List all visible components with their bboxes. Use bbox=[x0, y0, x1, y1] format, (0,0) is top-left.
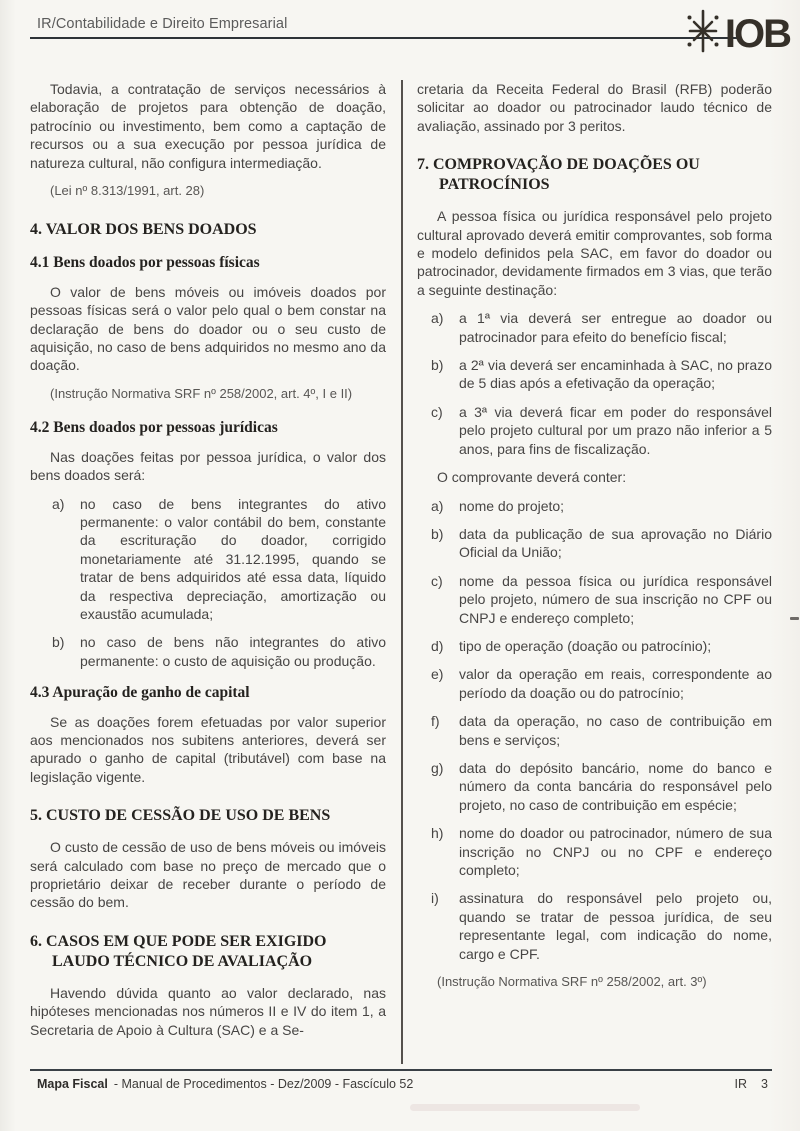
citation-in-258-art4: (Instrução Normativa SRF nº 258/2002, art. 4º, I e II) bbox=[50, 385, 353, 401]
list-item-marker: d) bbox=[431, 637, 444, 654]
document-body bbox=[30, 80, 772, 1064]
paragraph-6-continued: cretaria da Receita Federal do Brasil (RFB) poderão solicitar ao doador ou patrocinador laudo técnico de avaliação, assinado por 3 peritos. bbox=[417, 81, 772, 134]
list-item bbox=[417, 824, 772, 879]
paragraph-7: A pessoa física ou jurídica responsável pelo projeto cultural aprovado deverá emitir comprovantes, sob forma e modelo definidos pela SAC, em favor do doador ou patrocinador, devidamente firmados em 3 vias, que terão a seguinte destinação: bbox=[417, 208, 772, 298]
header-section-title: IR/Contabilidade e Direito Empresarial bbox=[37, 16, 288, 32]
column-divider bbox=[401, 80, 403, 1064]
citation-lei-8313: (Lei nº 8.313/1991, art. 28) bbox=[50, 183, 205, 199]
footer-publication: Mapa Fiscal bbox=[37, 1077, 108, 1091]
list-comprovante bbox=[417, 497, 772, 964]
list-item bbox=[417, 356, 772, 393]
paragraph-5: O custo de cessão de uso de bens móveis ou imóveis será calculado com base no preço de mercado que o proprietário deixar de receber durante o período de cessão do bem. bbox=[30, 839, 386, 911]
header-rule bbox=[30, 37, 737, 39]
brand-logo-text: IOB bbox=[724, 11, 790, 56]
footer-page-number: 3 bbox=[761, 1077, 768, 1091]
list-item-text: a 2ª via deverá ser encaminhada à SAC, no prazo de 5 dias após a efetivação da operação; bbox=[459, 357, 772, 392]
list-item-marker: a) bbox=[52, 495, 65, 512]
list-item bbox=[417, 309, 772, 346]
footer-rule bbox=[30, 1069, 772, 1071]
list-item-text: tipo de operação (doação ou patrocínio); bbox=[459, 637, 712, 654]
citation-in-258-art3: (Instrução Normativa SRF nº 258/2002, art. 3º) bbox=[437, 974, 707, 990]
iob-star-icon bbox=[684, 8, 722, 59]
list-item-marker: i) bbox=[431, 890, 439, 907]
list-item-text: data do depósito bancário, nome do banco e número da conta bancária do responsável pelo projeto, no caso de contribuição em espécie; bbox=[459, 759, 772, 813]
footer-right bbox=[721, 1077, 768, 1091]
list-item-text: no caso de bens não integrantes do ativo permanente: o custo de aquisição ou produção. bbox=[80, 634, 386, 669]
list-item-text: nome do doador ou patrocinador, número de sua inscrição no CNPJ ou no CPF e endereço completo; bbox=[459, 825, 772, 878]
footer bbox=[37, 1077, 768, 1091]
list-item bbox=[417, 665, 772, 702]
list-item bbox=[417, 497, 772, 515]
list-item bbox=[417, 525, 772, 562]
list-item bbox=[30, 495, 386, 624]
list-item bbox=[417, 759, 772, 814]
list-item-text: a 1ª via deverá ser entregue ao doador ou patrocinador para efeito do benefício fiscal; bbox=[459, 310, 772, 345]
paragraph-intro: Todavia, a contratação de serviços necessários à elaboração de projetos para obtenção de doação, patrocínio ou investimento, bem como a captação de recursos ou a sua execução por pessoa jurídica de natureza cultural, não configura intermediação. bbox=[30, 81, 386, 171]
section-heading-6: 6. CASOS EM QUE PODE SER EXIGIDO LAUDO TÉCNICO DE AVALIAÇÃO bbox=[30, 932, 327, 970]
list-item-text: assinatura do responsável pelo projeto ou, quando se tratar de pessoa jurídica, de seu representante legal, com indicação do nome, cargo e CPF. bbox=[459, 890, 772, 962]
list-item-marker: c) bbox=[431, 572, 443, 589]
scan-artifact-smudge bbox=[410, 1104, 640, 1111]
list-item-marker: h) bbox=[431, 825, 444, 842]
left-column bbox=[30, 80, 386, 1064]
list-item-text: data da operação, no caso de contribuição em bens e serviços; bbox=[459, 713, 772, 748]
section-heading-7: 7. COMPROVAÇÃO DE DOAÇÕES OU PATROCÍNIOS bbox=[417, 156, 700, 194]
footer-left bbox=[37, 1077, 413, 1091]
list-item-marker: a) bbox=[431, 310, 444, 327]
section-heading-5: 5. CUSTO DE CESSÃO DE USO DE BENS bbox=[30, 807, 331, 825]
paragraph-4-1: O valor de bens móveis ou imóveis doados por pessoas físicas será o valor pelo qual o bem constar na declaração de bens do doador ou o seu custo de aquisição, no caso de bens adquiridos no mesmo ano da doação. bbox=[30, 283, 386, 374]
section-heading-4: 4. VALOR DOS BENS DOADOS bbox=[30, 221, 257, 239]
list-item bbox=[417, 637, 772, 655]
subsection-heading-4-3: 4.3 Apuração de ganho de capital bbox=[30, 684, 250, 702]
list-4-2 bbox=[30, 495, 386, 671]
list-item-text: data da publicação de sua aprovação no Diário Oficial da União; bbox=[459, 525, 772, 561]
list-item bbox=[417, 712, 772, 749]
paragraph-comprovante: O comprovante deverá conter: bbox=[437, 469, 627, 486]
paragraph-4-3: Se as doações forem efetuadas por valor superior aos mencionados nos subitens anteriores, deverá ser apurado o ganho de capital (tributável) com base na legislação vigente. bbox=[30, 713, 386, 785]
subsection-heading-4-1: 4.1 Bens doados por pessoas físicas bbox=[30, 254, 260, 272]
list-item-marker: g) bbox=[431, 759, 444, 776]
list-item-text: nome do projeto; bbox=[459, 497, 565, 514]
paragraph-6: Havendo dúvida quanto ao valor declarado, nas hipóteses mencionadas nos números II e IV do item 1, a Secretaria de Apoio à Cultura (SAC) e a Se- bbox=[30, 984, 386, 1038]
paragraph-4-2: Nas doações feitas por pessoa jurídica, o valor dos bens doados será: bbox=[30, 448, 386, 484]
list-item bbox=[417, 889, 772, 963]
list-item-marker: b) bbox=[431, 525, 444, 542]
list-item bbox=[417, 403, 772, 458]
list-item bbox=[30, 633, 386, 670]
list-item-marker: c) bbox=[431, 403, 443, 420]
list-vias bbox=[417, 309, 772, 458]
list-item-text: valor da operação em reais, correspondente ao período da doação ou do patrocínio; bbox=[459, 666, 772, 701]
list-item-marker: b) bbox=[431, 357, 444, 374]
list-item-marker: b) bbox=[52, 634, 65, 651]
subsection-heading-4-2: 4.2 Bens doados por pessoas jurídicas bbox=[30, 419, 278, 437]
right-column bbox=[417, 80, 772, 1064]
footer-section-code: IR bbox=[734, 1077, 748, 1091]
list-item-marker: a) bbox=[431, 497, 444, 514]
footer-details: - Manual de Procedimentos - Dez/2009 - Fascículo 52 bbox=[113, 1077, 414, 1091]
list-item-text: no caso de bens integrantes do ativo permanente: o valor contábil do bem, constante da escrituração do doador, corrigido monetariamente até 31.12.1995, quando se tratar de bens adquiridos até essa data, líquido da respectiva depreciação, amortização ou exaustão acumulada; bbox=[80, 495, 386, 622]
list-item bbox=[417, 572, 772, 627]
list-item-text: a 3ª via deverá ficar em poder do responsável pelo projeto cultural por um prazo não inferior a 5 anos, para fins de fiscalização. bbox=[459, 403, 772, 457]
list-item-text: nome da pessoa física ou jurídica responsável pelo projeto, número de sua inscrição no CPF ou CNPJ e endereço completo; bbox=[459, 572, 772, 626]
scan-artifact-dash bbox=[790, 617, 799, 620]
list-item-marker: e) bbox=[431, 666, 444, 683]
brand-logo bbox=[684, 8, 790, 59]
list-item-marker: f) bbox=[431, 713, 440, 730]
